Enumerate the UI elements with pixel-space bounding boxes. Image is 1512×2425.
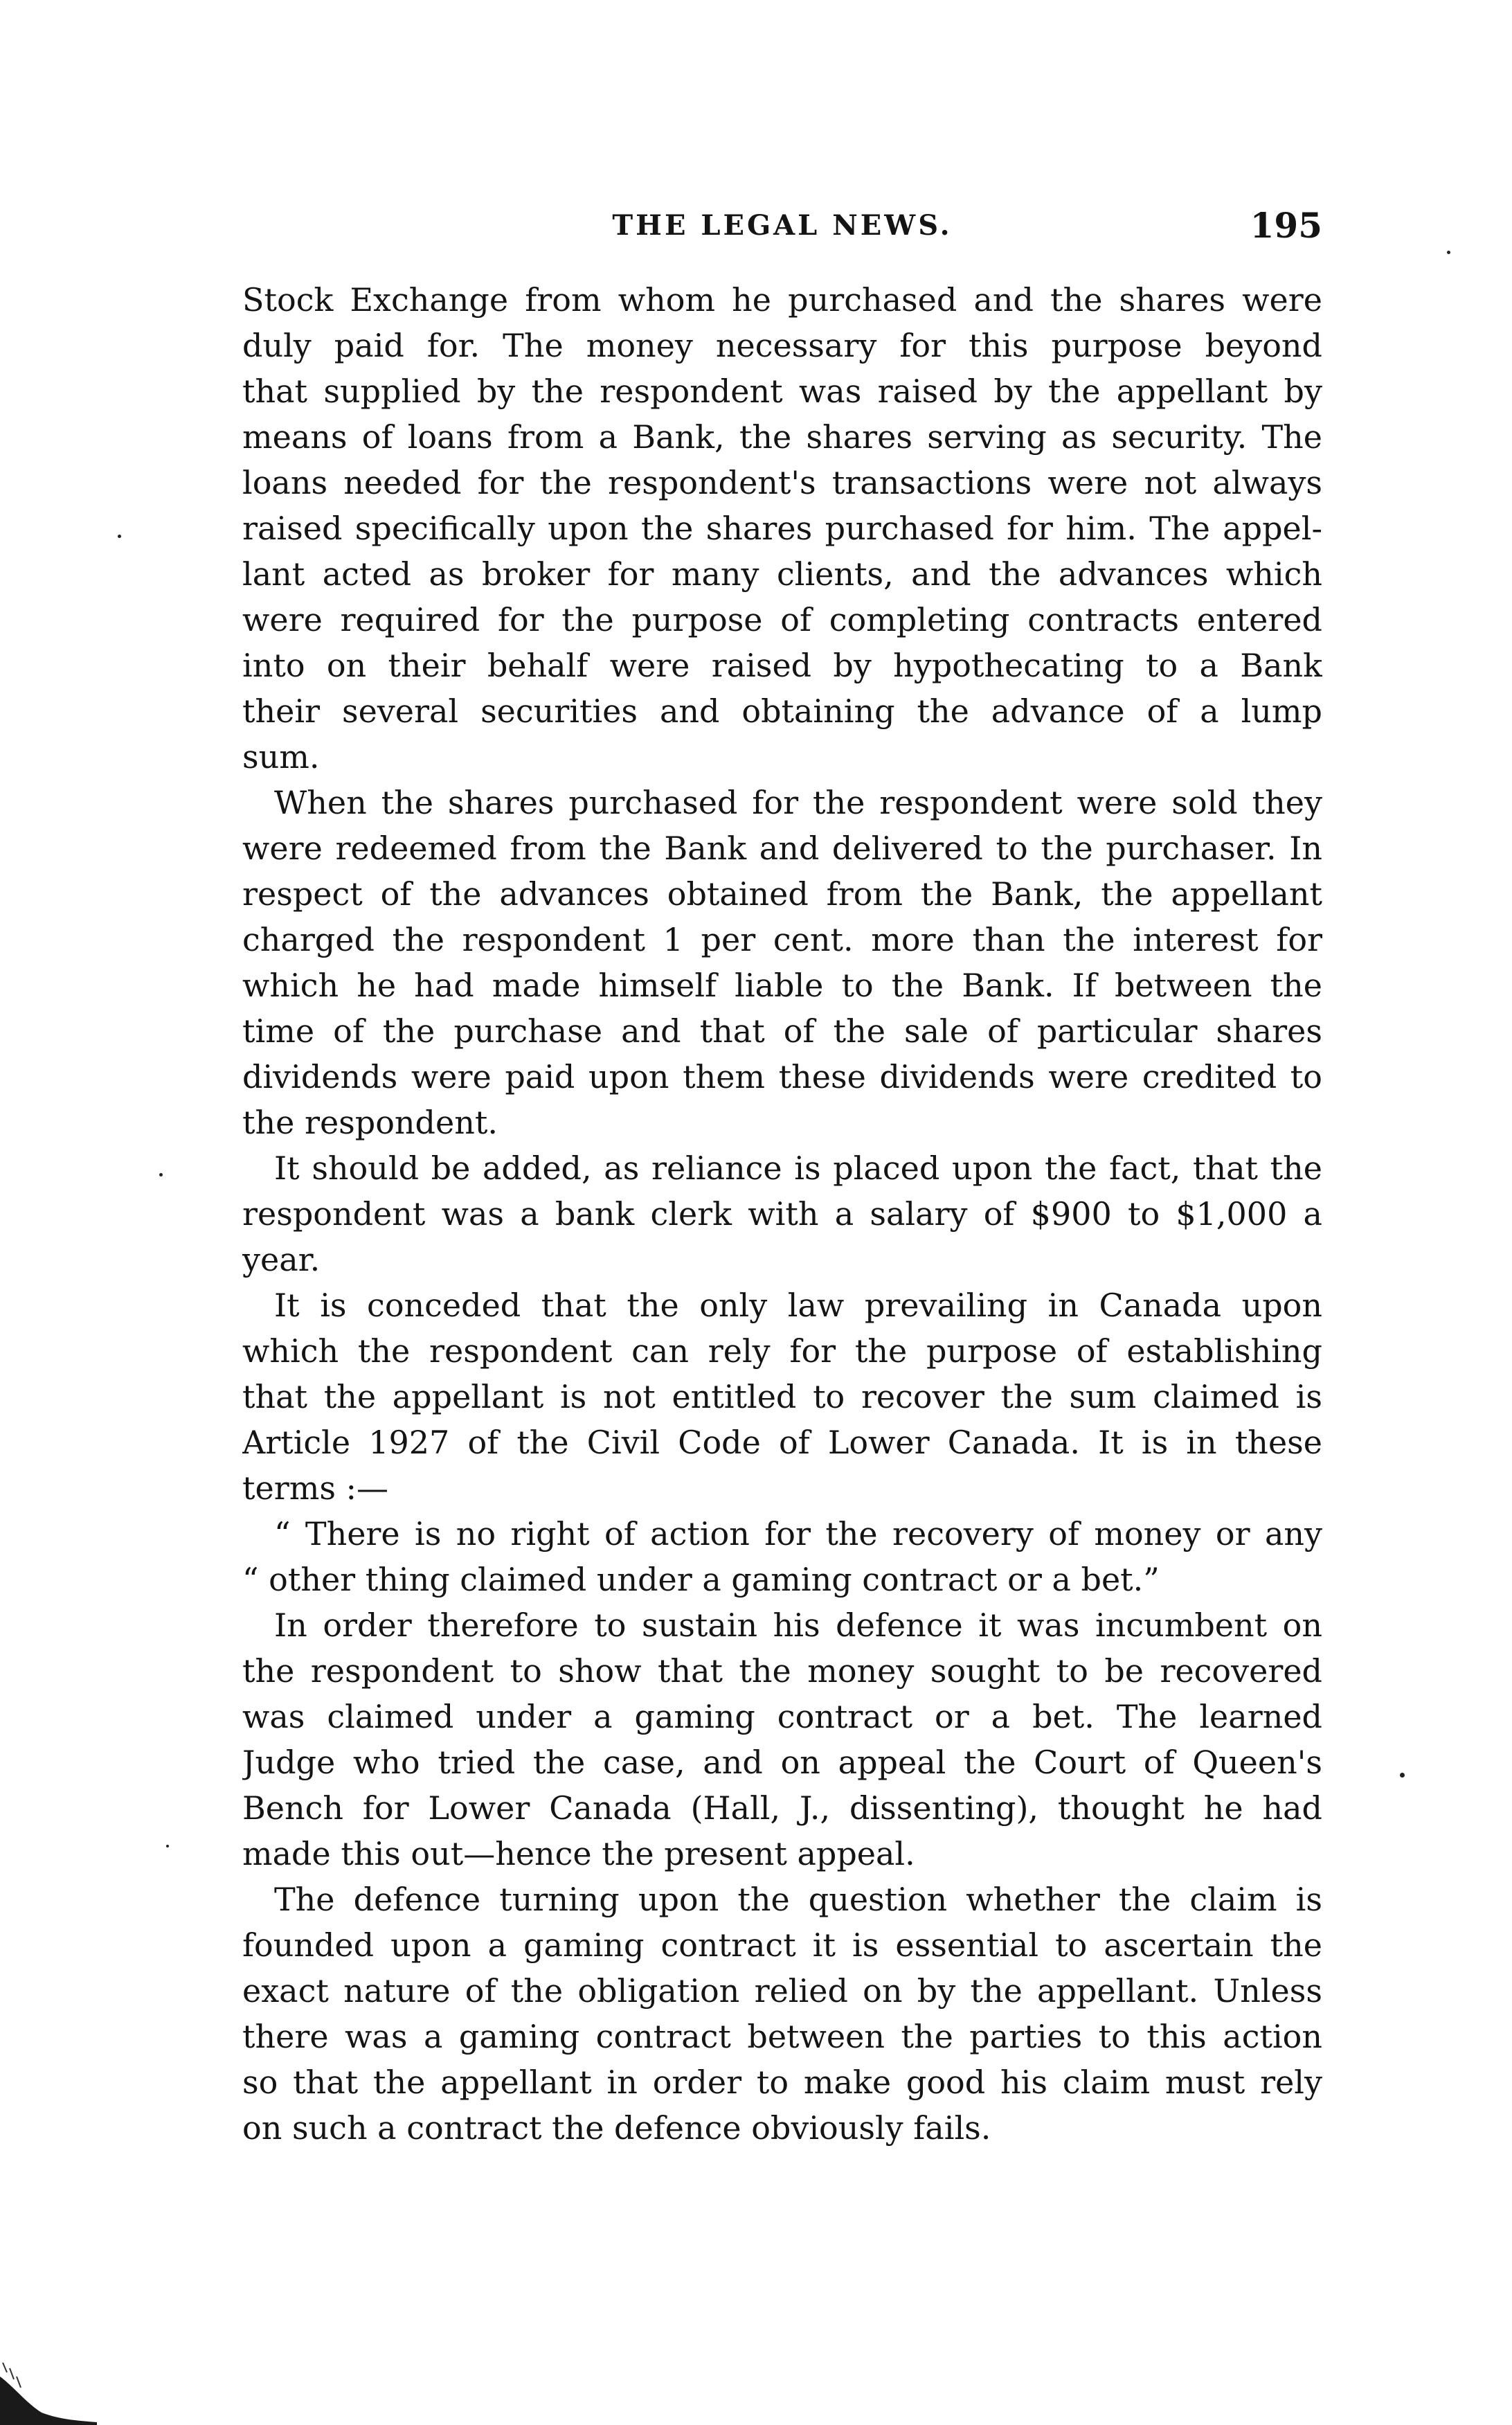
text-line: It should be added, as reliance is placed upon the fact, that the — [274, 1149, 1322, 1187]
text-line: exact nature of the obligation relied on by the appellant. Unless — [242, 1972, 1322, 2010]
text-line: “ other thing claimed under a gaming contract or a bet.” — [242, 1561, 1160, 1598]
scan-edge-smudge — [0, 2349, 97, 2425]
text-line: the respondent. — [242, 1104, 498, 1141]
text-line: “ There is no right of action for the recovery of money or any — [274, 1515, 1322, 1552]
scan-speck — [118, 535, 121, 538]
text-line: which the respondent can rely for the purpose of establishing — [242, 1332, 1322, 1370]
text-line: made this out—hence the present appeal. — [242, 1835, 915, 1872]
text-line: that supplied by the respondent was raised by the appellant by — [242, 373, 1322, 410]
text-line: that the appellant is not entitled to recover the sum claimed is — [242, 1378, 1322, 1415]
text-line: lant acted as broker for many clients, and the advances which — [242, 555, 1322, 593]
scan-speck — [166, 1845, 169, 1847]
text-line: duly paid for. The money necessary for this purpose beyond — [242, 327, 1322, 364]
text-line: The defence turning upon the question whether the claim is — [274, 1881, 1322, 1918]
scan-speck — [1400, 1773, 1405, 1778]
scan-speck — [159, 1173, 163, 1176]
text-line: were required for the purpose of completing contracts entered — [242, 601, 1322, 638]
text-line: was claimed under a gaming contract or a bet. The learned — [242, 1698, 1322, 1735]
text-line: Stock Exchange from whom he purchased and the shares were — [242, 281, 1322, 319]
text-line: dividends were paid upon them these dividends were credited to — [242, 1058, 1322, 1095]
text-line: Judge who tried the case, and on appeal the Court of Queen's — [242, 1744, 1322, 1781]
text-line: there was a gaming contract between the parties to this action — [242, 2018, 1322, 2055]
text-line: into on their behalf were raised by hypothecating to a Bank — [242, 647, 1322, 684]
text-line: were redeemed from the Bank and delivered to the purchaser. In — [242, 830, 1322, 867]
text-line: In order therefore to sustain his defence it was incumbent on — [274, 1607, 1322, 1644]
text-line: sum. — [242, 738, 320, 776]
text-line: which he had made himself liable to the Bank. If between the — [242, 967, 1322, 1004]
text-line: so that the appellant in order to make good his claim must rely — [242, 2064, 1322, 2101]
text-line: founded upon a gaming contract it is essential to ascertain the — [242, 1926, 1322, 1964]
text-line: respondent was a bank clerk with a salary of $900 to $1,000 a — [242, 1195, 1322, 1233]
scan-speck — [1447, 251, 1450, 254]
page-header — [242, 205, 1322, 253]
text-line: respect of the advances obtained from the Bank, the appellant — [242, 875, 1322, 913]
text-line: charged the respondent 1 per cent. more than the interest for — [242, 921, 1322, 958]
text-line: loans needed for the respondent's transactions were not always — [242, 464, 1322, 501]
text-line: Bench for Lower Canada (Hall, J., dissenting), thought he had — [242, 1789, 1322, 1827]
text-line: time of the purchase and that of the sale of particular shares — [242, 1012, 1322, 1050]
text-line: on such a contract the defence obviously fails. — [242, 2109, 991, 2147]
text-line: It is conceded that the only law prevailing in Canada upon — [274, 1287, 1322, 1324]
text-line: raised specifically upon the shares purchased for him. The appel- — [242, 510, 1322, 547]
text-line: means of loans from a Bank, the shares serving as security. The — [242, 418, 1322, 456]
body-text — [242, 277, 1322, 2151]
text-line: their several securities and obtaining the advance of a lump — [242, 692, 1322, 730]
text-line: When the shares purchased for the respondent were sold they — [274, 784, 1322, 821]
text-line: terms :— — [242, 1469, 389, 1507]
page-number: 195 — [1250, 205, 1322, 246]
text-line: Article 1927 of the Civil Code of Lower Canada. It is in these — [242, 1424, 1322, 1461]
text-line: the respondent to show that the money sought to be recovered — [242, 1652, 1322, 1690]
text-line: year. — [242, 1241, 321, 1278]
running-head: THE LEGAL NEWS. — [612, 209, 953, 242]
